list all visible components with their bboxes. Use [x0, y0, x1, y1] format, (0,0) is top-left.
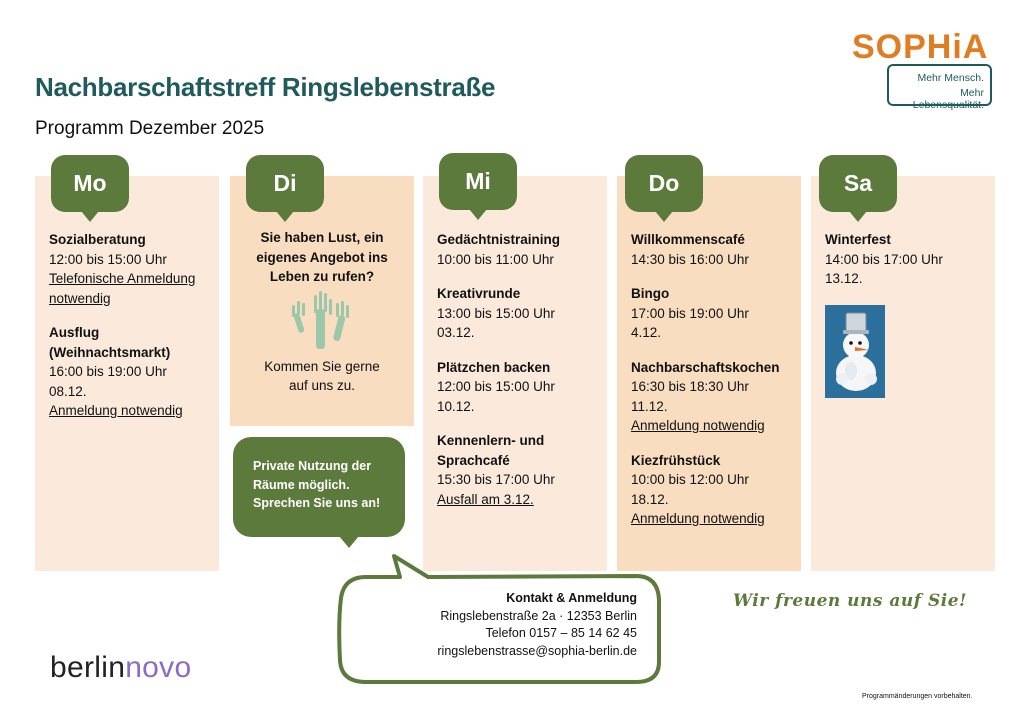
event-name: Kiezfrühstück	[631, 452, 721, 468]
day-tag-thursday: Do	[625, 155, 703, 212]
event-nachbarschaftskochen	[631, 358, 787, 436]
day-tag-saturday: Sa	[819, 155, 897, 212]
event-time: 14:30 bis 16:00 Uhr	[631, 251, 749, 267]
contact-block	[420, 590, 637, 660]
day-tag-wednesday: Mi	[439, 153, 517, 210]
event-date: 18.12.	[631, 491, 669, 507]
brand-part-2: novo	[125, 651, 192, 684]
column-wednesday	[423, 168, 607, 571]
event-time: 15:30 bis 17:00 Uhr	[437, 472, 555, 487]
event-sprachcafe	[437, 431, 593, 509]
event-date: 08.12.	[49, 383, 87, 399]
column-tuesday	[230, 170, 414, 426]
snowman-icon	[825, 305, 885, 398]
event-date: 4.12.	[631, 325, 662, 340]
event-time: 10:00 bis 11:00 Uhr	[437, 251, 554, 267]
berlinovo-logo	[50, 651, 191, 685]
event-name: Plätzchen backen	[437, 359, 551, 375]
event-date: 03.12.	[437, 325, 475, 340]
event-date: 10.12.	[437, 398, 475, 414]
event-name: Winterfest	[825, 232, 891, 247]
event-time: 12:00 bis 15:00 Uhr	[437, 379, 555, 394]
event-kiezfruehstueck	[631, 451, 787, 529]
event-name: Bingo	[631, 286, 670, 301]
contact-email: ringslebenstrasse@sophia-berlin.de	[437, 643, 637, 658]
event-bingo	[631, 284, 787, 343]
event-note: Anmeldung notwendig	[631, 511, 765, 526]
raised-hands-icon	[290, 291, 354, 351]
column-monday	[35, 170, 219, 571]
private-line-3: Sprechen Sie uns an!	[253, 496, 381, 510]
event-date: 13.12.	[825, 271, 863, 286]
event-name: Ausflug (Weihnachtsmarkt)	[49, 325, 171, 360]
event-gedaechtnistraining	[437, 230, 593, 269]
program-change-note: Programmänderungen vorbehalten.	[862, 693, 973, 700]
logo-wordmark: SOPHiA	[852, 28, 989, 66]
day-tag-monday: Mo	[51, 155, 129, 212]
page-title: Nachbarschaftstreff Ringslebenstraße	[35, 72, 496, 102]
event-sozialberatung	[49, 230, 205, 308]
event-note: Anmeldung notwendig	[49, 403, 183, 418]
event-date: 11.12.	[631, 398, 668, 414]
event-name: Sozialberatung	[49, 232, 146, 247]
event-time: 10:00 bis 12:00 Uhr	[631, 472, 749, 487]
event-time: 16:00 bis 19:00 Uhr	[49, 364, 167, 379]
event-time: 13:00 bis 15:00 Uhr	[437, 305, 555, 321]
event-time: 17:00 bis 19:00 Uhr	[631, 305, 749, 321]
private-line-1: Private Nutzung der	[253, 459, 372, 473]
logo-tagline-1: Mehr Mensch.	[917, 72, 984, 84]
event-name: Kreativrunde	[437, 286, 521, 301]
event-plaetzchen-backen	[437, 358, 593, 417]
event-willkommenscafe	[631, 230, 787, 269]
day-tag-tuesday: Di	[246, 155, 324, 212]
private-use-bubble	[233, 437, 405, 537]
event-ausflug	[49, 323, 205, 421]
private-line-2: Räume möglich.	[253, 477, 350, 492]
event-kreativrunde	[437, 284, 593, 343]
event-time: 12:00 bis 15:00 Uhr	[49, 251, 167, 267]
event-note: Telefonische Anmeldung notwendig	[49, 271, 196, 306]
event-note: Ausfall am 3.12.	[437, 491, 534, 507]
column-thursday	[617, 170, 801, 571]
sophia-logo	[850, 28, 1000, 110]
contact-phone: Telefon 0157 – 85 14 62 45	[485, 626, 637, 640]
logo-tagline-2: Mehr Lebensqualität.	[912, 87, 984, 111]
offer-invite: Kommen Sie gerne auf uns zu.	[264, 358, 380, 393]
brand-part-1: berlin	[50, 651, 126, 684]
event-name: Gedächtnistraining	[437, 232, 561, 247]
page-subtitle: Programm Dezember 2025	[35, 118, 265, 139]
event-note: Anmeldung notwendig	[631, 418, 765, 433]
slogan: Wir freuen uns auf Sie!	[733, 591, 967, 611]
event-name: Nachbarschaftskochen	[631, 359, 780, 375]
contact-address: Ringslebenstraße 2a · 12353 Berlin	[440, 608, 637, 623]
event-time: 16:30 bis 18:30 Uhr	[631, 379, 749, 394]
event-winterfest	[825, 230, 981, 289]
event-time: 14:00 bis 17:00 Uhr	[825, 251, 943, 267]
event-name: Kennenlern- und Sprachcafé	[437, 433, 545, 468]
contact-heading: Kontakt & Anmeldung	[506, 591, 637, 605]
event-name: Willkommenscafé	[631, 232, 745, 247]
offer-question: Sie haben Lust, ein eigenes Angebot ins Leben zu rufen?	[256, 230, 388, 284]
logo-speech-bubble	[887, 64, 992, 111]
